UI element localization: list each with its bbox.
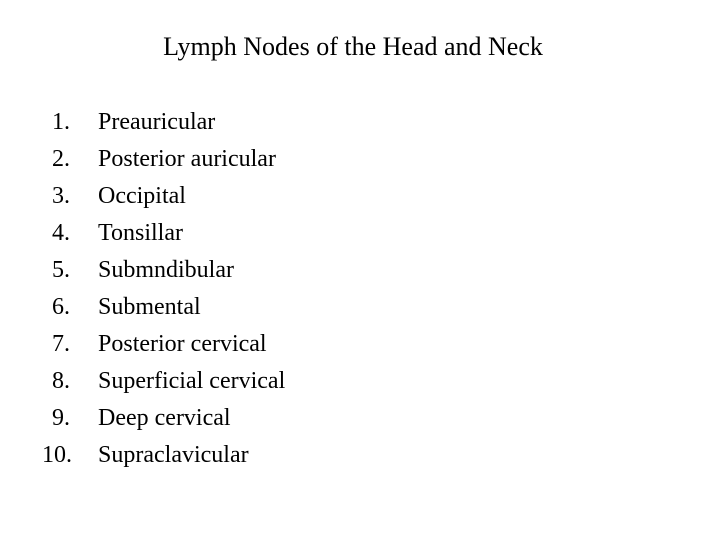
list-item bbox=[52, 104, 285, 141]
list-item bbox=[52, 400, 285, 437]
list-item bbox=[52, 141, 285, 178]
list-item bbox=[52, 252, 285, 289]
list-item-label: Posterior auricular bbox=[98, 146, 276, 172]
list-item bbox=[52, 326, 285, 363]
list-item bbox=[52, 178, 285, 215]
list-item-label: Deep cervical bbox=[98, 405, 231, 431]
list-item-number: 7. bbox=[52, 331, 70, 357]
lymph-node-list bbox=[42, 104, 286, 474]
list-item-label: Supraclavicular bbox=[98, 442, 249, 468]
slide-title: Lymph Nodes of the Head and Neck bbox=[163, 32, 543, 61]
list-item-label: Occipital bbox=[98, 183, 186, 209]
list-item-number: 9. bbox=[52, 405, 70, 431]
list-item-number: 1. bbox=[52, 109, 70, 135]
list-item bbox=[42, 437, 285, 474]
list-item-number: 10. bbox=[42, 442, 72, 468]
list-item bbox=[52, 363, 285, 400]
list-item-label: Posterior cervical bbox=[98, 331, 267, 357]
list-item-label: Submndibular bbox=[98, 257, 234, 283]
list-item bbox=[52, 215, 285, 252]
list-item-label: Preauricular bbox=[98, 109, 216, 135]
list-item-number: 3. bbox=[52, 183, 70, 209]
list-item-number: 5. bbox=[52, 257, 70, 283]
list-item-label: Superficial cervical bbox=[98, 368, 286, 394]
list-item-number: 6. bbox=[52, 294, 70, 320]
list-item-number: 2. bbox=[52, 146, 70, 172]
list-item-number: 8. bbox=[52, 368, 70, 394]
list-item-number: 4. bbox=[52, 220, 70, 246]
list-item-label: Tonsillar bbox=[98, 220, 183, 246]
list-item bbox=[52, 289, 285, 326]
list-item-label: Submental bbox=[98, 294, 201, 320]
